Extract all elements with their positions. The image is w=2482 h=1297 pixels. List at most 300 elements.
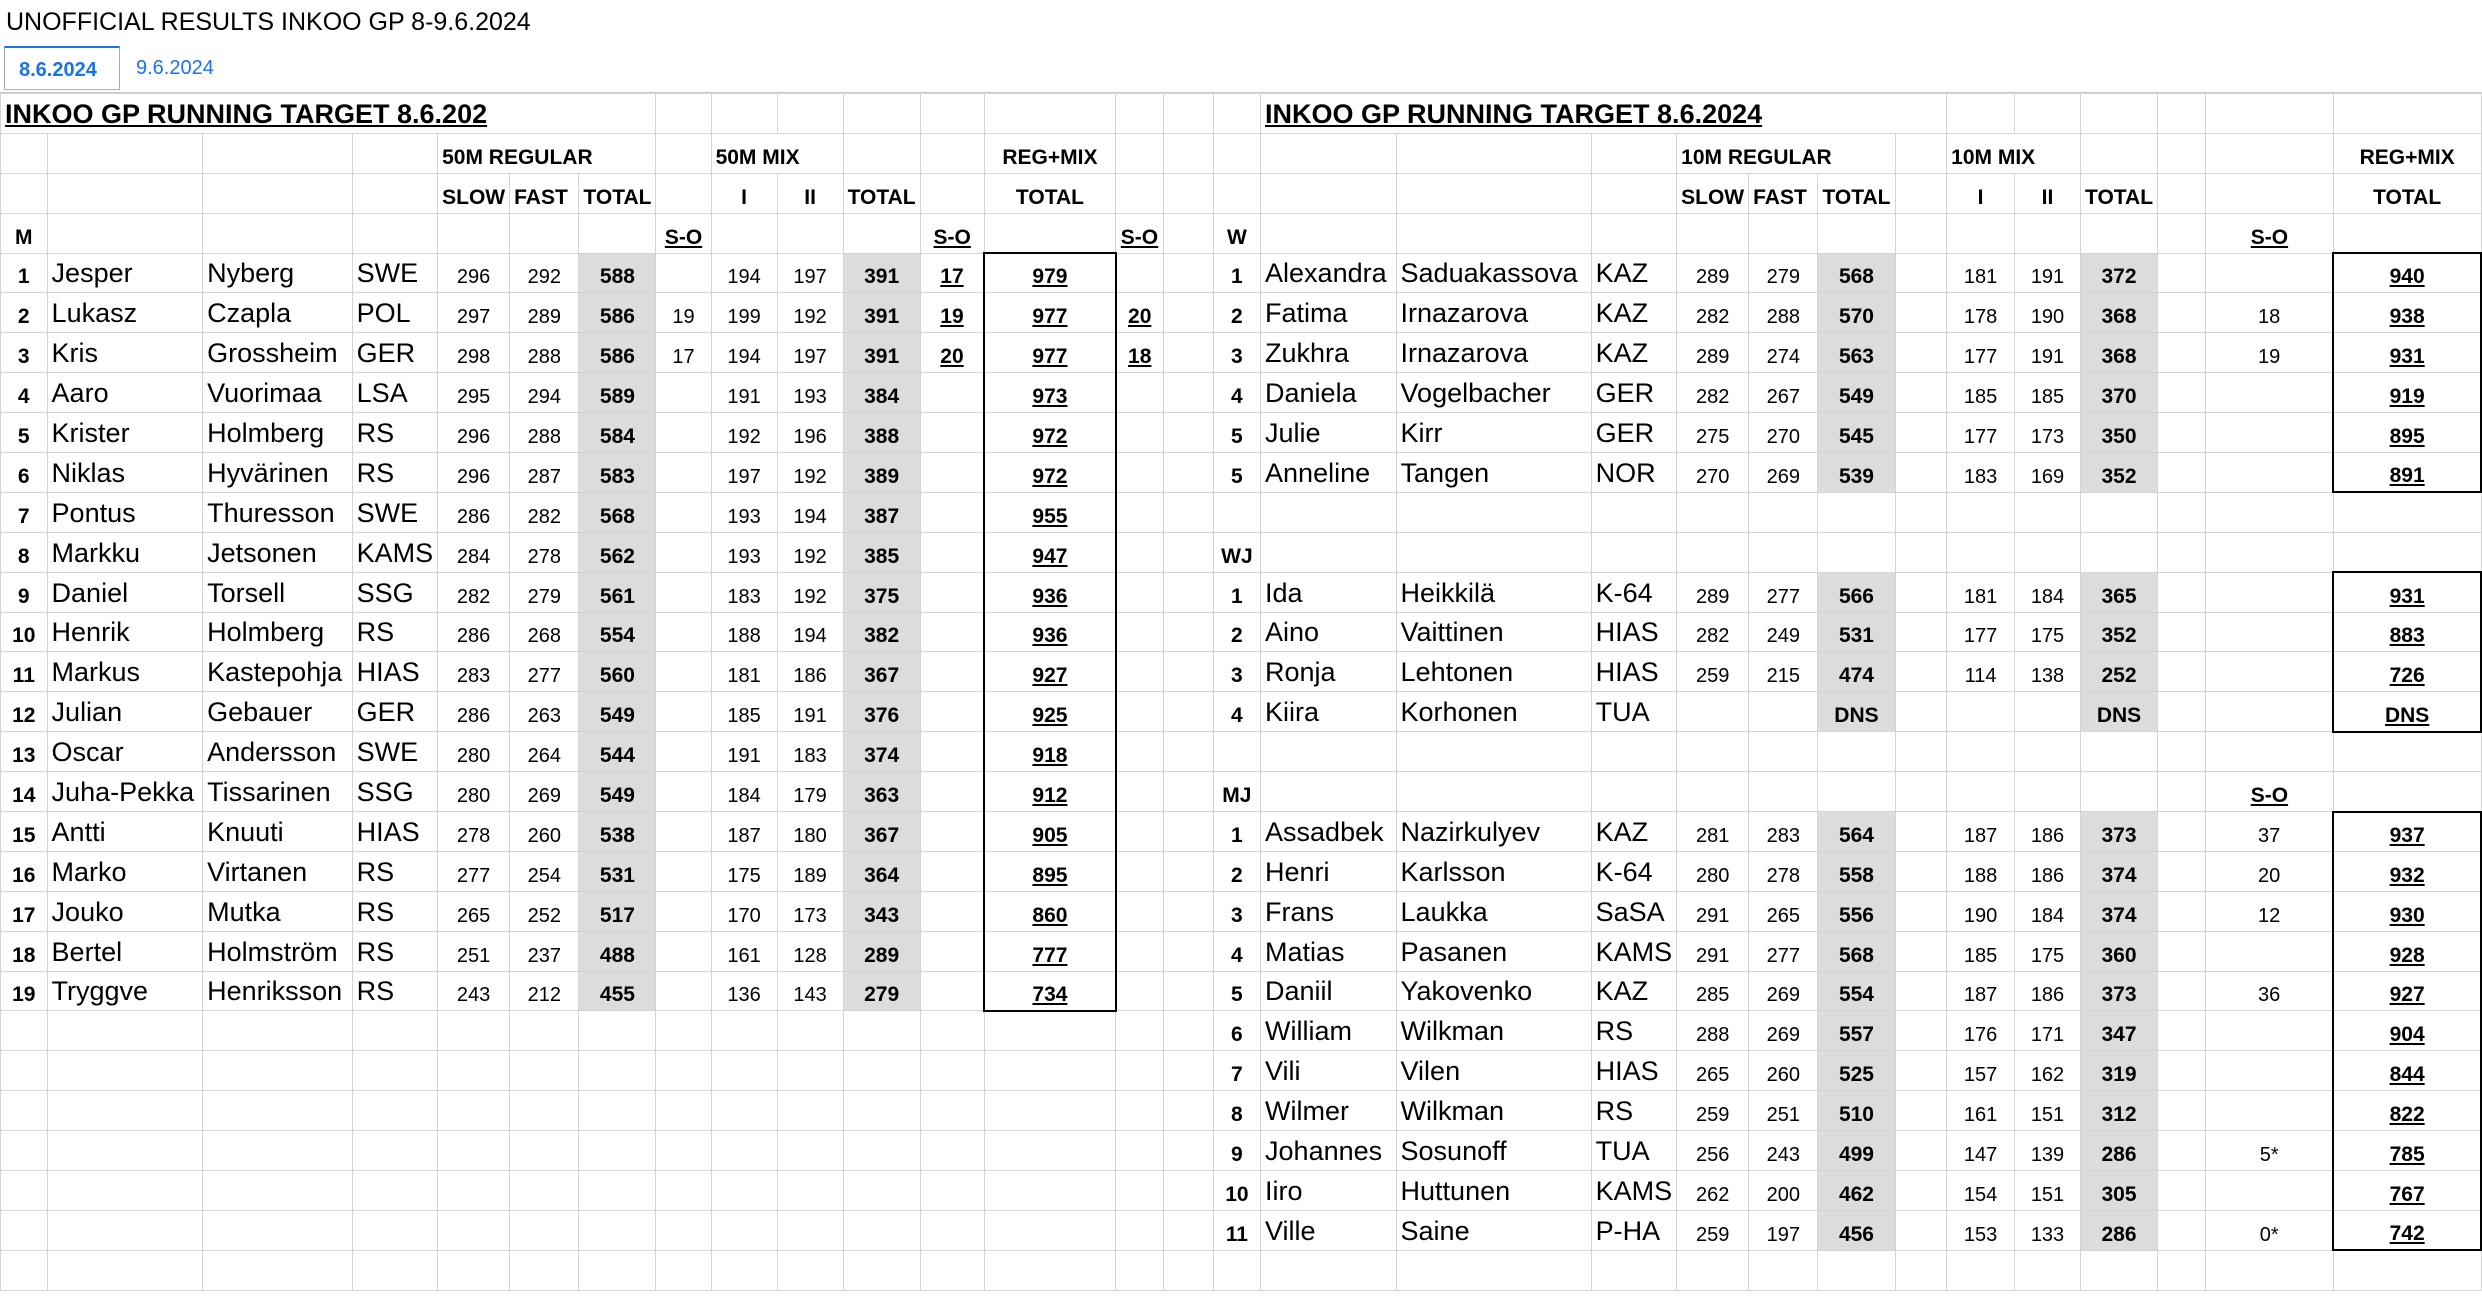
category-w-label[interactable]: W	[1213, 213, 1260, 253]
empty-cell[interactable]	[656, 1250, 711, 1290]
empty-cell[interactable]	[510, 213, 579, 253]
shoot-off[interactable]	[2206, 413, 2334, 453]
last-name[interactable]: Nazirkulyev	[1396, 812, 1591, 852]
shoot-off[interactable]	[2206, 1051, 2334, 1091]
shoot-off-final[interactable]	[1116, 971, 1164, 1011]
score-fast[interactable]: 279	[1749, 253, 1818, 293]
empty-cell[interactable]	[843, 1091, 920, 1131]
first-name[interactable]: Ronja	[1261, 652, 1397, 692]
mix-total[interactable]: 365	[2081, 572, 2158, 612]
mix-i[interactable]: 177	[1947, 413, 2015, 453]
last-name[interactable]: Laukka	[1396, 891, 1591, 931]
mix-i[interactable]: 185	[711, 692, 777, 732]
regular-total[interactable]: 538	[579, 812, 656, 852]
right-header-slow[interactable]: SLOW	[1677, 173, 1749, 213]
first-name[interactable]: Marko	[47, 851, 203, 891]
empty-cell[interactable]	[47, 1131, 203, 1171]
shoot-off-final[interactable]	[1116, 851, 1164, 891]
last-name[interactable]: Karlsson	[1396, 851, 1591, 891]
rank[interactable]: 4	[1213, 931, 1260, 971]
shoot-off-final[interactable]	[1116, 931, 1164, 971]
mix-ii[interactable]: 151	[2015, 1091, 2081, 1131]
mix-total[interactable]: 376	[843, 692, 920, 732]
mix-ii[interactable]: 173	[777, 891, 843, 931]
rank[interactable]: 16	[1, 851, 48, 891]
first-name[interactable]: Oscar	[47, 732, 203, 772]
empty-cell[interactable]	[1, 1210, 48, 1250]
mix-ii[interactable]: 186	[2015, 851, 2081, 891]
regular-total[interactable]: DNS	[1818, 692, 1895, 732]
shoot-off-regular[interactable]: 19	[656, 293, 711, 333]
empty-cell[interactable]	[920, 1131, 984, 1171]
regmix-total[interactable]: 742	[2333, 1210, 2481, 1250]
mix-total[interactable]: 367	[843, 652, 920, 692]
first-name[interactable]: Ida	[1261, 572, 1397, 612]
empty-cell[interactable]	[1163, 1011, 1213, 1051]
empty-cell[interactable]	[1749, 492, 1818, 532]
empty-cell[interactable]	[1116, 1011, 1164, 1051]
club[interactable]: SaSA	[1591, 891, 1677, 931]
empty-cell[interactable]	[352, 1210, 438, 1250]
last-name[interactable]: Holmberg	[203, 612, 352, 652]
score-fast[interactable]: 254	[510, 851, 579, 891]
mix-i[interactable]: 147	[1947, 1131, 2015, 1171]
first-name[interactable]: Wilmer	[1261, 1091, 1397, 1131]
empty-cell[interactable]	[510, 1171, 579, 1211]
mix-total[interactable]: 374	[2081, 851, 2158, 891]
first-name[interactable]: Assadbek	[1261, 812, 1397, 852]
first-name[interactable]: Daniel	[47, 572, 203, 612]
empty-cell[interactable]	[2081, 133, 2158, 173]
score-slow[interactable]: 282	[438, 572, 510, 612]
empty-cell[interactable]	[656, 1131, 711, 1171]
mix-total[interactable]: 305	[2081, 1171, 2158, 1211]
shoot-off[interactable]	[2206, 253, 2334, 293]
empty-cell[interactable]	[1818, 492, 1895, 532]
shoot-off[interactable]: 19	[2206, 333, 2334, 373]
mix-i[interactable]: 184	[711, 772, 777, 812]
shoot-off-regular[interactable]	[656, 492, 711, 532]
last-name[interactable]: Holmberg	[203, 413, 352, 453]
mix-ii[interactable]: 171	[2015, 1011, 2081, 1051]
empty-cell[interactable]	[1895, 812, 1947, 852]
empty-cell[interactable]	[1818, 213, 1895, 253]
empty-cell[interactable]	[2158, 1091, 2206, 1131]
empty-cell[interactable]	[2015, 532, 2081, 572]
empty-cell[interactable]	[1261, 133, 1397, 173]
empty-cell[interactable]	[2158, 373, 2206, 413]
first-name[interactable]: Krister	[47, 413, 203, 453]
first-name[interactable]: Henrik	[47, 612, 203, 652]
shoot-off-mix[interactable]	[920, 692, 984, 732]
empty-cell[interactable]	[203, 1250, 352, 1290]
score-slow[interactable]: 282	[1677, 293, 1749, 333]
empty-cell[interactable]	[203, 1051, 352, 1091]
right-so-header[interactable]: S-O	[2206, 772, 2334, 812]
shoot-off[interactable]: 36	[2206, 971, 2334, 1011]
category-m-label[interactable]: M	[1, 213, 48, 253]
shoot-off-regular[interactable]	[656, 971, 711, 1011]
empty-cell[interactable]	[47, 1210, 203, 1250]
empty-cell[interactable]	[656, 133, 711, 173]
mix-i[interactable]: 177	[1947, 612, 2015, 652]
regmix-total[interactable]: 937	[2333, 812, 2481, 852]
score-slow[interactable]: 280	[1677, 851, 1749, 891]
empty-cell[interactable]	[2158, 692, 2206, 732]
empty-cell[interactable]	[352, 1250, 438, 1290]
empty-cell[interactable]	[2333, 213, 2481, 253]
empty-cell[interactable]	[2158, 1210, 2206, 1250]
left-header-mix-ii[interactable]: II	[777, 173, 843, 213]
spreadsheet-grid[interactable]	[0, 92, 2482, 1297]
regmix-total[interactable]: 777	[984, 931, 1115, 971]
empty-cell[interactable]	[1163, 133, 1213, 173]
empty-cell[interactable]	[656, 1091, 711, 1131]
regular-total[interactable]: 586	[579, 333, 656, 373]
regular-total[interactable]: 488	[579, 931, 656, 971]
empty-cell[interactable]	[1895, 931, 1947, 971]
empty-cell[interactable]	[2333, 94, 2481, 134]
empty-cell[interactable]	[1163, 333, 1213, 373]
mix-ii[interactable]: 128	[777, 931, 843, 971]
empty-cell[interactable]	[2158, 1011, 2206, 1051]
mix-total[interactable]: 385	[843, 532, 920, 572]
regmix-total[interactable]: 734	[984, 971, 1115, 1011]
empty-cell[interactable]	[1396, 133, 1591, 173]
mix-i[interactable]: 181	[1947, 572, 2015, 612]
mix-total[interactable]: 384	[843, 373, 920, 413]
empty-cell[interactable]	[1396, 1250, 1591, 1290]
club[interactable]: HIAS	[352, 652, 438, 692]
mix-total[interactable]: 373	[2081, 971, 2158, 1011]
shoot-off-regular[interactable]	[656, 612, 711, 652]
mix-ii[interactable]: 139	[2015, 1131, 2081, 1171]
mix-total[interactable]: 387	[843, 492, 920, 532]
score-slow[interactable]: 284	[438, 532, 510, 572]
rank[interactable]: 10	[1213, 1171, 1260, 1211]
rank[interactable]: 11	[1, 652, 48, 692]
mix-ii[interactable]: 180	[777, 812, 843, 852]
empty-cell[interactable]	[1749, 532, 1818, 572]
empty-cell[interactable]	[1213, 1250, 1260, 1290]
empty-cell[interactable]	[1163, 253, 1213, 293]
empty-cell[interactable]	[1163, 373, 1213, 413]
empty-cell[interactable]	[656, 1051, 711, 1091]
empty-cell[interactable]	[2158, 612, 2206, 652]
empty-cell[interactable]	[1213, 94, 1260, 134]
empty-cell[interactable]	[47, 1051, 203, 1091]
first-name[interactable]: Fatima	[1261, 293, 1397, 333]
regmix-total[interactable]: 767	[2333, 1171, 2481, 1211]
club[interactable]: RS	[352, 931, 438, 971]
empty-cell[interactable]	[47, 133, 203, 173]
club[interactable]: SWE	[352, 492, 438, 532]
last-name[interactable]: Jetsonen	[203, 532, 352, 572]
mix-ii[interactable]: 185	[2015, 373, 2081, 413]
empty-cell[interactable]	[2081, 772, 2158, 812]
shoot-off-final[interactable]: 18	[1116, 333, 1164, 373]
header-left-regmix[interactable]: REG+MIX	[984, 133, 1115, 173]
empty-cell[interactable]	[2158, 492, 2206, 532]
empty-cell[interactable]	[1895, 1171, 1947, 1211]
shoot-off-mix[interactable]: 20	[920, 333, 984, 373]
empty-cell[interactable]	[1947, 732, 2015, 772]
empty-cell[interactable]	[1163, 612, 1213, 652]
empty-cell[interactable]	[1116, 1051, 1164, 1091]
mix-total[interactable]: 382	[843, 612, 920, 652]
regmix-total[interactable]: 936	[984, 572, 1115, 612]
empty-cell[interactable]	[984, 1051, 1115, 1091]
empty-cell[interactable]	[1213, 492, 1260, 532]
rank[interactable]: 5	[1213, 413, 1260, 453]
empty-cell[interactable]	[777, 1091, 843, 1131]
mix-i[interactable]: 183	[1947, 453, 2015, 493]
last-name[interactable]: Korhonen	[1396, 692, 1591, 732]
mix-ii[interactable]: 194	[777, 492, 843, 532]
rank[interactable]: 4	[1213, 692, 1260, 732]
empty-cell[interactable]	[352, 213, 438, 253]
last-name[interactable]: Knuuti	[203, 812, 352, 852]
right-header-regmix-total[interactable]: TOTAL	[2333, 173, 2481, 213]
empty-cell[interactable]	[1591, 1250, 1677, 1290]
empty-cell[interactable]	[843, 1210, 920, 1250]
empty-cell[interactable]	[1895, 253, 1947, 293]
empty-cell[interactable]	[1895, 373, 1947, 413]
last-name[interactable]: Kirr	[1396, 413, 1591, 453]
empty-cell[interactable]	[2158, 772, 2206, 812]
shoot-off[interactable]	[2206, 572, 2334, 612]
mix-ii[interactable]: 197	[777, 333, 843, 373]
score-slow[interactable]: 282	[1677, 612, 1749, 652]
empty-cell[interactable]	[1895, 692, 1947, 732]
rank[interactable]: 1	[1213, 572, 1260, 612]
empty-cell[interactable]	[843, 213, 920, 253]
empty-cell[interactable]	[2015, 1250, 2081, 1290]
empty-cell[interactable]	[1, 1011, 48, 1051]
right-header-mix-i[interactable]: I	[1947, 173, 2015, 213]
mix-ii[interactable]: 192	[777, 572, 843, 612]
empty-cell[interactable]	[1895, 173, 1947, 213]
score-slow[interactable]: 296	[438, 413, 510, 453]
empty-cell[interactable]	[1163, 492, 1213, 532]
regmix-total[interactable]: 918	[984, 732, 1115, 772]
mix-i[interactable]: 161	[1947, 1091, 2015, 1131]
club[interactable]: RS	[352, 413, 438, 453]
empty-cell[interactable]	[510, 1210, 579, 1250]
empty-cell[interactable]	[2158, 413, 2206, 453]
empty-cell[interactable]	[1895, 213, 1947, 253]
empty-cell[interactable]	[984, 1210, 1115, 1250]
empty-cell[interactable]	[47, 1171, 203, 1211]
rank[interactable]: 7	[1, 492, 48, 532]
empty-cell[interactable]	[510, 1051, 579, 1091]
empty-cell[interactable]	[711, 1011, 777, 1051]
empty-cell[interactable]	[920, 94, 984, 134]
rank[interactable]: 5	[1213, 453, 1260, 493]
score-fast[interactable]: 274	[1749, 333, 1818, 373]
mix-ii[interactable]: 162	[2015, 1051, 2081, 1091]
empty-cell[interactable]	[203, 1011, 352, 1051]
last-name[interactable]: Vaittinen	[1396, 612, 1591, 652]
shoot-off-final[interactable]	[1116, 891, 1164, 931]
first-name[interactable]: Julian	[47, 692, 203, 732]
regular-total[interactable]: 583	[579, 453, 656, 493]
empty-cell[interactable]	[1396, 173, 1591, 213]
first-name[interactable]: Ville	[1261, 1210, 1397, 1250]
mix-total[interactable]: 391	[843, 253, 920, 293]
first-name[interactable]: Juha-Pekka	[47, 772, 203, 812]
empty-cell[interactable]	[203, 1210, 352, 1250]
empty-cell[interactable]	[1, 1250, 48, 1290]
rank[interactable]: 8	[1213, 1091, 1260, 1131]
empty-cell[interactable]	[1163, 173, 1213, 213]
score-slow[interactable]: 295	[438, 373, 510, 413]
empty-cell[interactable]	[203, 1091, 352, 1131]
empty-cell[interactable]	[2206, 1250, 2334, 1290]
mix-i[interactable]: 153	[1947, 1210, 2015, 1250]
empty-cell[interactable]	[711, 1250, 777, 1290]
first-name[interactable]: Vili	[1261, 1051, 1397, 1091]
shoot-off-mix[interactable]	[920, 891, 984, 931]
mix-total[interactable]: 368	[2081, 333, 2158, 373]
empty-cell[interactable]	[2206, 173, 2334, 213]
empty-cell[interactable]	[843, 1011, 920, 1051]
score-fast[interactable]: 279	[510, 572, 579, 612]
empty-cell[interactable]	[843, 1131, 920, 1171]
shoot-off-regular[interactable]	[656, 572, 711, 612]
empty-cell[interactable]	[203, 1171, 352, 1211]
regular-total[interactable]: 549	[579, 772, 656, 812]
score-slow[interactable]: 251	[438, 931, 510, 971]
empty-cell[interactable]	[777, 1250, 843, 1290]
shoot-off-mix[interactable]	[920, 812, 984, 852]
regular-total[interactable]: 586	[579, 293, 656, 333]
empty-cell[interactable]	[1591, 213, 1677, 253]
score-slow[interactable]: 286	[438, 492, 510, 532]
empty-cell[interactable]	[843, 133, 920, 173]
regmix-total[interactable]: 938	[2333, 293, 2481, 333]
last-name[interactable]: Huttunen	[1396, 1171, 1591, 1211]
empty-cell[interactable]	[777, 1051, 843, 1091]
mix-total[interactable]: 279	[843, 971, 920, 1011]
empty-cell[interactable]	[1396, 492, 1591, 532]
empty-cell[interactable]	[1895, 572, 1947, 612]
empty-cell[interactable]	[1749, 772, 1818, 812]
left-so3-header[interactable]: S-O	[1116, 213, 1164, 253]
header-50m-regular[interactable]: 50M REGULAR	[438, 133, 656, 173]
empty-cell[interactable]	[2081, 492, 2158, 532]
empty-cell[interactable]	[2015, 94, 2081, 134]
empty-cell[interactable]	[843, 94, 920, 134]
empty-cell[interactable]	[352, 173, 438, 213]
score-fast[interactable]: 278	[510, 532, 579, 572]
club[interactable]: KAMS	[1591, 931, 1677, 971]
empty-cell[interactable]	[656, 1171, 711, 1211]
score-fast[interactable]: 277	[510, 652, 579, 692]
empty-cell[interactable]	[920, 1011, 984, 1051]
last-name[interactable]: Mutka	[203, 891, 352, 931]
mix-total[interactable]: 286	[2081, 1210, 2158, 1250]
empty-cell[interactable]	[1163, 692, 1213, 732]
first-name[interactable]: Alexandra	[1261, 253, 1397, 293]
empty-cell[interactable]	[1261, 492, 1397, 532]
rank[interactable]: 17	[1, 891, 48, 931]
first-name[interactable]: Frans	[1261, 891, 1397, 931]
mix-total[interactable]: 388	[843, 413, 920, 453]
club[interactable]: KAMS	[352, 532, 438, 572]
club[interactable]: RS	[352, 851, 438, 891]
mix-total[interactable]: DNS	[2081, 692, 2158, 732]
empty-cell[interactable]	[1947, 772, 2015, 812]
empty-cell[interactable]	[2158, 732, 2206, 772]
mix-i[interactable]: 185	[1947, 931, 2015, 971]
empty-cell[interactable]	[203, 173, 352, 213]
club[interactable]: GER	[352, 692, 438, 732]
regular-total[interactable]: 499	[1818, 1131, 1895, 1171]
mix-ii[interactable]: 138	[2015, 652, 2081, 692]
empty-cell[interactable]	[1895, 453, 1947, 493]
empty-cell[interactable]	[2158, 812, 2206, 852]
empty-cell[interactable]	[1749, 732, 1818, 772]
first-name[interactable]: Lukasz	[47, 293, 203, 333]
shoot-off[interactable]	[2206, 1011, 2334, 1051]
shoot-off-mix[interactable]	[920, 732, 984, 772]
last-name[interactable]: Holmström	[203, 931, 352, 971]
mix-i[interactable]: 177	[1947, 333, 2015, 373]
regular-total[interactable]: 554	[1818, 971, 1895, 1011]
shoot-off-regular[interactable]	[656, 253, 711, 293]
mix-total[interactable]: 352	[2081, 453, 2158, 493]
score-fast[interactable]: 265	[1749, 891, 1818, 931]
regular-total[interactable]: 545	[1818, 413, 1895, 453]
empty-cell[interactable]	[1895, 413, 1947, 453]
score-slow[interactable]	[1677, 692, 1749, 732]
empty-cell[interactable]	[1591, 492, 1677, 532]
tab-8-6-2024[interactable]: 8.6.2024	[4, 46, 120, 90]
mix-total[interactable]: 364	[843, 851, 920, 891]
empty-cell[interactable]	[2158, 173, 2206, 213]
empty-cell[interactable]	[438, 1051, 510, 1091]
last-name[interactable]: Gebauer	[203, 692, 352, 732]
empty-cell[interactable]	[1163, 572, 1213, 612]
club[interactable]: SWE	[352, 253, 438, 293]
mix-i[interactable]: 157	[1947, 1051, 2015, 1091]
empty-cell[interactable]	[1, 1131, 48, 1171]
mix-ii[interactable]: 189	[777, 851, 843, 891]
empty-cell[interactable]	[1116, 133, 1164, 173]
shoot-off[interactable]	[2206, 612, 2334, 652]
empty-cell[interactable]	[984, 213, 1115, 253]
mix-total[interactable]: 289	[843, 931, 920, 971]
shoot-off[interactable]	[2206, 652, 2334, 692]
shoot-off-final[interactable]	[1116, 532, 1164, 572]
mix-i[interactable]: 136	[711, 971, 777, 1011]
empty-cell[interactable]	[920, 1091, 984, 1131]
rank[interactable]: 1	[1213, 253, 1260, 293]
left-header-mix-total[interactable]: TOTAL	[843, 173, 920, 213]
regmix-total[interactable]: 979	[984, 253, 1115, 293]
last-name[interactable]: Pasanen	[1396, 931, 1591, 971]
score-fast[interactable]: 212	[510, 971, 579, 1011]
score-slow[interactable]: 270	[1677, 453, 1749, 493]
empty-cell[interactable]	[1591, 532, 1677, 572]
mix-i[interactable]: 187	[1947, 812, 2015, 852]
club[interactable]: SSG	[352, 572, 438, 612]
empty-cell[interactable]	[2206, 492, 2334, 532]
shoot-off-final[interactable]	[1116, 253, 1164, 293]
empty-cell[interactable]	[1818, 732, 1895, 772]
club[interactable]: KAZ	[1591, 293, 1677, 333]
